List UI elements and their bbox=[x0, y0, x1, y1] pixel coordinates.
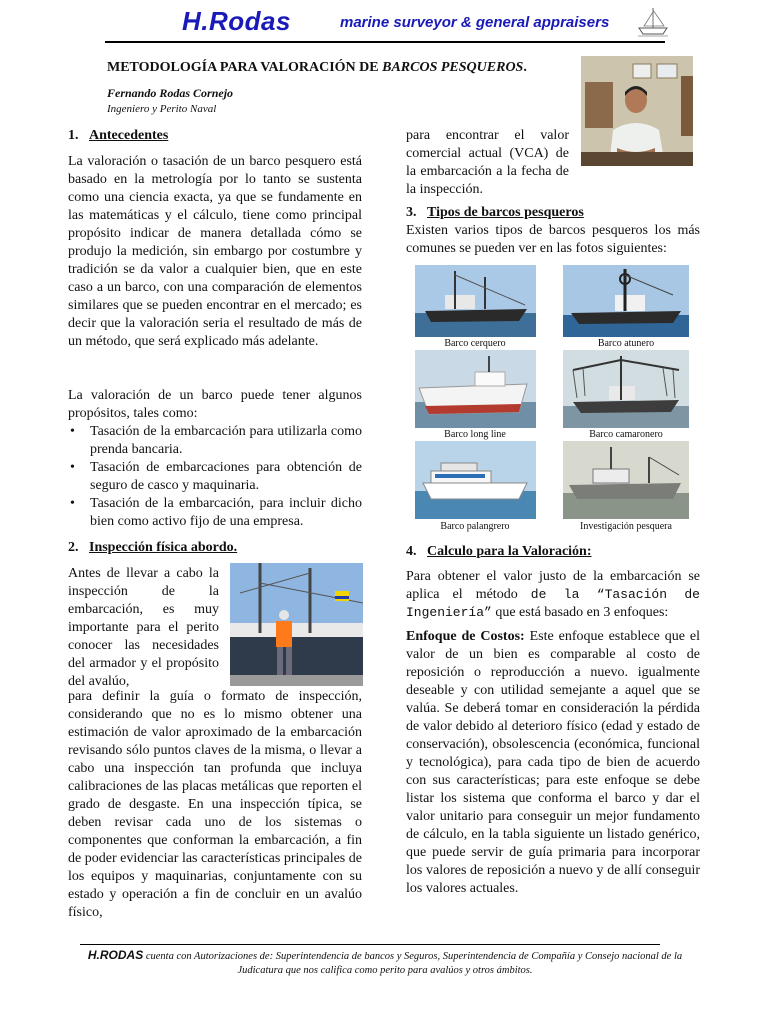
document-title: METODOLOGÍA PARA VALORACIÓN DE BARCOS PESQUEROS. bbox=[107, 60, 527, 75]
section-4-heading: 4. Calculo para la Valoración: bbox=[406, 544, 592, 559]
photo-barco-cerquero bbox=[415, 265, 536, 337]
section-3-heading: 3. Tipos de barcos pesqueros bbox=[406, 205, 584, 220]
footer-divider bbox=[80, 944, 660, 945]
author-role: Ingeniero y Perito Naval bbox=[107, 103, 217, 115]
ship-logo-icon bbox=[636, 4, 670, 38]
purposes-list bbox=[68, 423, 362, 531]
section-4-intro: Para obtener el valor justo de la embarcación se aplica el método de la “Tasación de Ingeniería” que está basado en 3 enfoques: bbox=[406, 569, 700, 620]
caption-barco-atunero: Barco atunero bbox=[597, 338, 655, 349]
section-2-paragraph-wrap: Antes de llevar a cabo la inspección de la embarcación, es muy importante para el perito conocer las necesidades del armador y el propósito del avalúo, bbox=[68, 566, 219, 689]
list-item: • Tasación de la embarcación para utilizarla como prenda bancaria. bbox=[68, 423, 362, 459]
section-1-heading: 1. Antecedentes bbox=[68, 128, 169, 143]
caption-barco-long-line: Barco long line bbox=[444, 429, 506, 440]
section-2-paragraph: para definir la guía o formato de inspección, considerando que no es lo mismo obtener una estimación de valor aproximado de la embarcación revisando sólo puntos claves de la misma, o llevar a cabo una inspección tan profunda que incluya calibraciones de las placas metálicas que reporten el grado de desgaste. En una inspección típica, se deben revisar cada uno de los sistemas o componentes que conforman la embarcación, a fin de poder evidenciar las características principales de los equipos y maquinarias, conjuntamente con su estado y operación a fin de concluir en un avalúo físico, bbox=[68, 689, 362, 920]
photo-investigacion-pesquera bbox=[563, 441, 689, 519]
caption-barco-cerquero: Barco cerquero bbox=[444, 338, 506, 349]
brand-logo-text: H.Rodas bbox=[182, 6, 291, 36]
author-portrait bbox=[581, 56, 693, 166]
header-divider bbox=[105, 41, 665, 43]
section-2-continuation: para encontrar el valor comercial actual (VCA) de la embarcación a la fecha de la inspección. bbox=[406, 128, 569, 197]
footer-note: H.RODAS cuenta con Autorizaciones de: Superintendencia de bancos y Seguros, Superintendencia de Compañía y Consejo nacional de la Judicatura que nos califica como perito para avalúos y otros ámbitos. bbox=[87, 948, 683, 976]
photo-barco-long-line bbox=[415, 350, 536, 428]
section-1-paragraph: La valoración o tasación de un barco pesquero está basado en la metrología por lo tanto se sustenta como una ciencia exacta, ya que se fundamente en las matemáticas y el cálculo, tiene como principal propósito indicar de manera detallada cómo se produjo la medición, sin embargo por costumbre y tradición se da valor a cualquier bien, que en este caso a un barco, con una comparación de elementos similares que se pueden encontrar en el mercado; es decir que la valoración seria el resultado de más de un método, que será explicado más adelante. bbox=[68, 154, 362, 349]
brand-tagline: marine surveyor & general appraisers bbox=[340, 14, 610, 31]
photo-barco-palangrero bbox=[415, 441, 536, 519]
section-2-heading: 2. Inspección física abordo. bbox=[68, 540, 238, 555]
list-item: • Tasación de embarcaciones para obtención de seguro de casco y maquinaria. bbox=[68, 459, 362, 495]
photo-barco-atunero bbox=[563, 265, 689, 337]
caption-investigacion-pesquera: Investigación pesquera bbox=[580, 521, 672, 532]
caption-barco-camaronero: Barco camaronero bbox=[589, 429, 663, 440]
section-3-paragraph: Existen varios tipos de barcos pesqueros los más comunes se pueden ver en las fotos siguientes: bbox=[406, 223, 700, 256]
list-item: • Tasación de la embarcación, para incluir dicho bien como activo fijo de una empresa. bbox=[68, 495, 362, 531]
section-4-cost-approach: Enfoque de Costos: Este enfoque establece que el valor de un bien es comparable al costo de reposición o reproducción a nuevo. igualmente deseable y con utilidad semejante a aquel que se valúa. Se deberá tomar en consideración la pérdida de valor debido al deterioro físico (edad y estado de conservación), obsolescencia (económica, funcional y tecnológica), para cada tipo de bien de acuerdo con sus características; para este enfoque se debe listar los sistema que conforma el barco y dar el valor unitario para conseguir un mejor fundamento de cálculo, en la tabla siguiente un listado genérico, que puede servir de guía primaria para incorporar los valores de reposición a nuevo y de allí conseguir los valores actuales. bbox=[406, 629, 700, 896]
photo-barco-camaronero bbox=[563, 350, 689, 428]
section-1-purposes-intro: La valoración de un barco puede tener algunos propósitos, tales como: bbox=[68, 388, 362, 421]
caption-barco-palangrero: Barco palangrero bbox=[440, 521, 510, 532]
inspection-photo bbox=[230, 563, 363, 686]
author-name: Fernando Rodas Cornejo bbox=[107, 86, 234, 100]
